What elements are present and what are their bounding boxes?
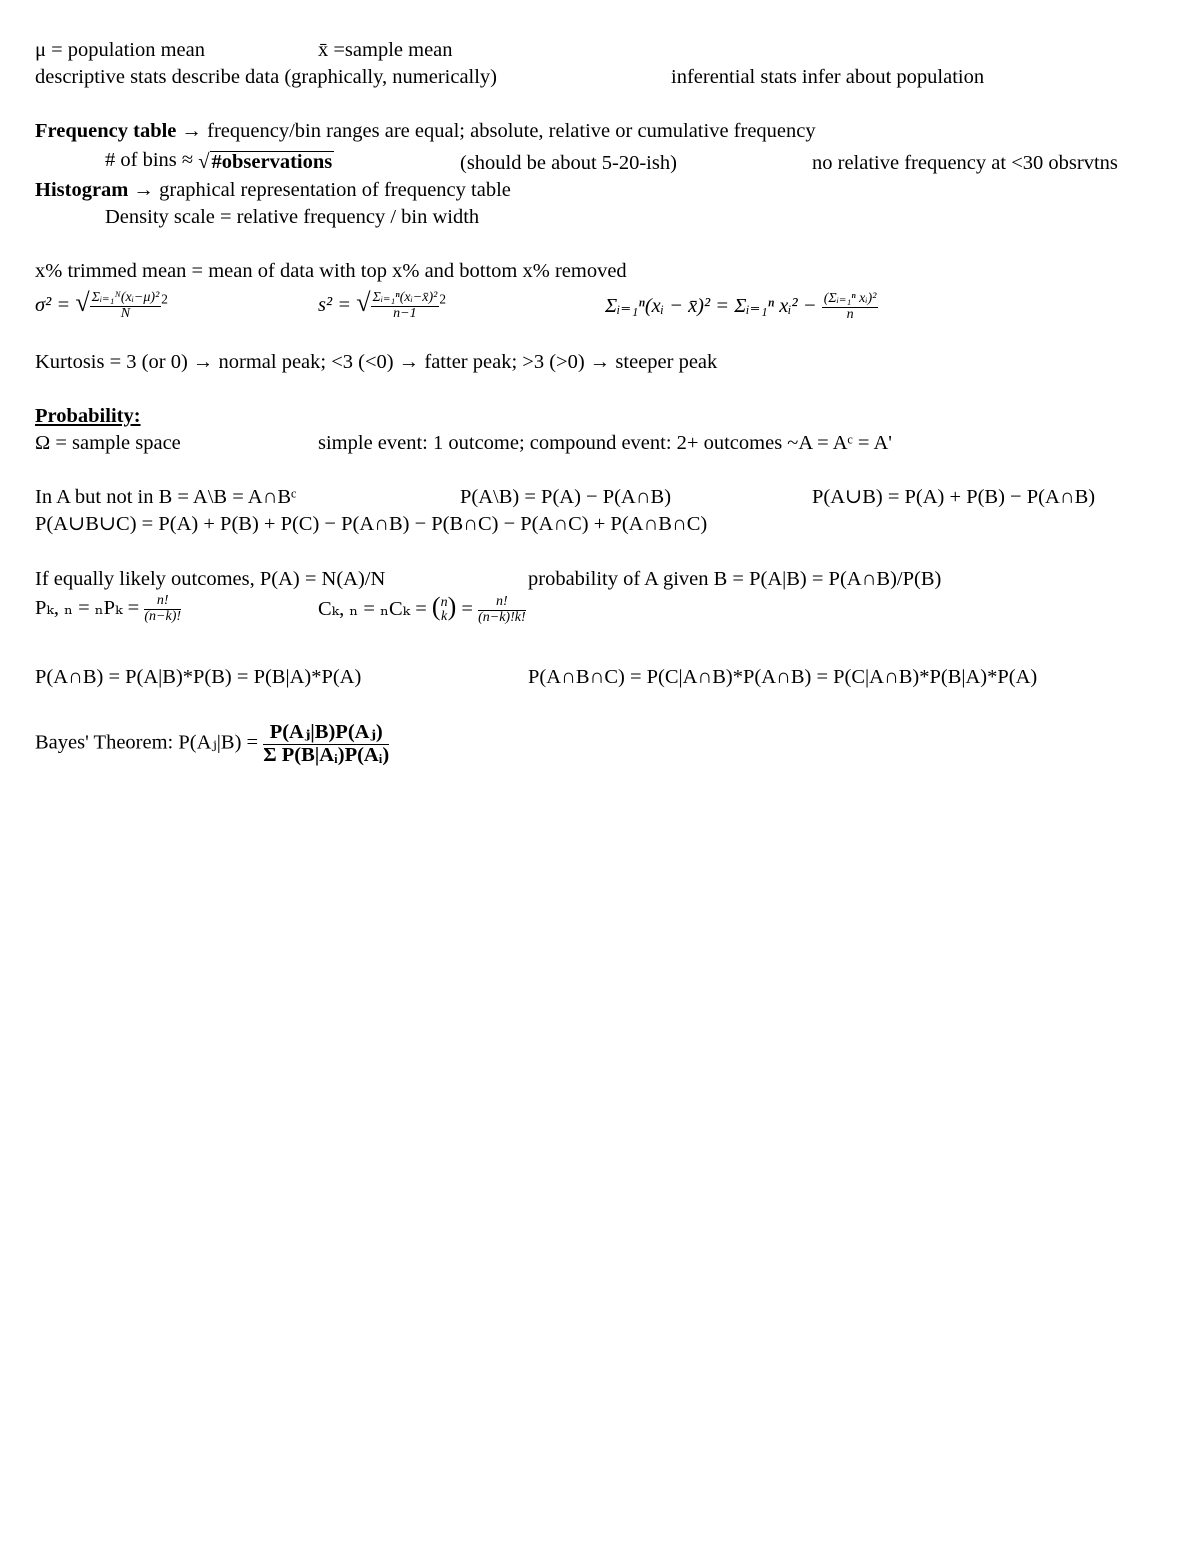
- sum-squares-fraction: [822, 292, 879, 322]
- combination-numerator: n!: [478, 595, 526, 611]
- histogram-label: Histogram: [35, 179, 129, 201]
- bayes-fraction: [263, 722, 389, 766]
- inferential-stats-definition: inferential stats infer about population: [671, 66, 985, 88]
- radical-sign: √: [75, 288, 90, 317]
- sigma-lhs: σ² =: [35, 294, 76, 316]
- multiplication-rule-three: P(A∩B∩C) = P(C|A∩B)*P(A∩B) = P(C|A∩B)*P(B|A)*P(A): [528, 666, 1038, 688]
- combination-denominator: (n−k)!k!: [478, 609, 526, 625]
- bins-note: (should be about 5-20-ish): [460, 152, 677, 174]
- equally-likely-outcomes: If equally likely outcomes, P(A) = N(A)/N: [35, 568, 386, 590]
- bins-label: # of bins ≈: [105, 149, 199, 171]
- descriptive-stats-definition: descriptive stats describe data (graphically, numerically): [35, 66, 498, 88]
- bayes-theorem: [35, 722, 389, 766]
- square-root: √#observations: [198, 150, 333, 173]
- population-variance-formula: σ² = √ $\frac{\text{Σᵢ₌₁ᴺ(xᵢ−μ)²}}{N}$ $^2$: [35, 288, 168, 321]
- sample-variance-formula: s² = √ $\frac{\text{Σᵢ₌₁ⁿ(xᵢ−x̄)²}}{n-1}$ $^2$: [318, 288, 446, 321]
- frequency-table-line: [35, 121, 816, 142]
- density-scale: Density scale = relative frequency / bin width: [105, 206, 480, 228]
- bins-formula: [105, 150, 334, 172]
- sigma-fraction: [90, 291, 162, 321]
- combination-fraction: [478, 595, 526, 625]
- trimmed-mean: x% trimmed mean = mean of data with top x% and bottom x% removed: [35, 260, 627, 282]
- sum-squares-numerator: (Σᵢ₌₁ⁿ xᵢ)²: [823, 291, 877, 306]
- conditional-probability: probability of A given B = P(A|B) = P(A∩B)/P(B): [528, 568, 942, 590]
- permutation-denominator: (n−k)!: [144, 608, 182, 624]
- s-lhs: s² =: [318, 294, 357, 316]
- bins-radicand: #observations: [211, 150, 333, 173]
- kurtosis: Kurtosis = 3 (or 0) → normal peak; <3 (<0) → fatter peak; >3 (>0) → steeper peak: [35, 351, 718, 373]
- relative-frequency-note: no relative frequency at <30 obsrvtns: [812, 152, 1118, 174]
- frequency-table-text: → frequency/bin ranges are equal; absolute, relative or cumulative frequency: [176, 120, 816, 142]
- sum-of-squares-formula: [605, 292, 878, 322]
- binomial-bottom: k: [440, 609, 448, 625]
- permutation-numerator: n!: [144, 594, 181, 610]
- s-fraction: [371, 291, 440, 321]
- binomial-coefficient: [441, 596, 448, 625]
- permutation-fraction: [144, 594, 181, 624]
- mu-definition: μ = population mean: [35, 39, 206, 61]
- permutation-lhs: Pₖ, ₙ = ₙPₖ =: [35, 596, 145, 619]
- binomial-close-paren: ): [447, 592, 457, 621]
- xbar-definition: x̄ =sample mean: [318, 39, 453, 61]
- multiplication-rule-two: P(A∩B) = P(A|B)*P(B) = P(B|A)*P(A): [35, 666, 362, 688]
- bayes-lhs: Bayes' Theorem: P(Aⱼ|B) =: [35, 731, 264, 754]
- sample-space: Ω = sample space: [35, 432, 181, 454]
- sum-squares-lhs: Σᵢ₌₁ⁿ(xᵢ − x̄)² = Σᵢ₌₁ⁿ xᵢ² −: [605, 294, 822, 317]
- radical-sign: √: [356, 288, 371, 317]
- binomial-open-paren: (: [431, 592, 441, 621]
- probability-union: P(A∪B) = P(A) + P(B) − P(A∩B): [812, 486, 1096, 508]
- sigma-numerator: Σᵢ₌₁ᴺ(xᵢ−μ)²: [91, 290, 160, 306]
- binomial-top: n: [440, 594, 448, 610]
- histogram-text: → graphical representation of frequency table: [128, 179, 511, 201]
- probability-union-three: P(A∪B∪C) = P(A) + P(B) + P(C) − P(A∩B) − P(B∩C) − P(A∩C) + P(A∩B∩C): [35, 513, 708, 535]
- sigma-denominator: N: [120, 305, 131, 321]
- s-denominator: n−1: [393, 305, 417, 321]
- probability-difference: P(A\B) = P(A) − P(A∩B): [460, 486, 672, 508]
- combination-formula: Cₖ, ₙ = ₙCₖ = ( n k ) = $\frac{n!}{(n-k)!k!}$: [318, 592, 526, 625]
- event-definitions: simple event: 1 outcome; compound event: 2+ outcomes ~A = Aᶜ = A': [318, 432, 892, 454]
- histogram-line: [35, 180, 511, 201]
- bayes-denominator: Σ P(B|Aᵢ)P(Aᵢ): [263, 743, 390, 766]
- sum-squares-denominator: n: [846, 306, 854, 322]
- bayes-numerator: P(Aⱼ|B)P(Aⱼ): [263, 722, 389, 745]
- permutation-formula: [35, 594, 181, 624]
- combination-lhs: Cₖ, ₙ = ₙCₖ =: [318, 598, 432, 620]
- set-difference: In A but not in B = A\B = A∩Bᶜ: [35, 486, 297, 508]
- s-numerator: Σᵢ₌₁ⁿ(xᵢ−x̄)²: [372, 290, 438, 306]
- probability-heading: Probability:: [35, 405, 141, 427]
- frequency-table-label: Frequency table: [35, 120, 177, 142]
